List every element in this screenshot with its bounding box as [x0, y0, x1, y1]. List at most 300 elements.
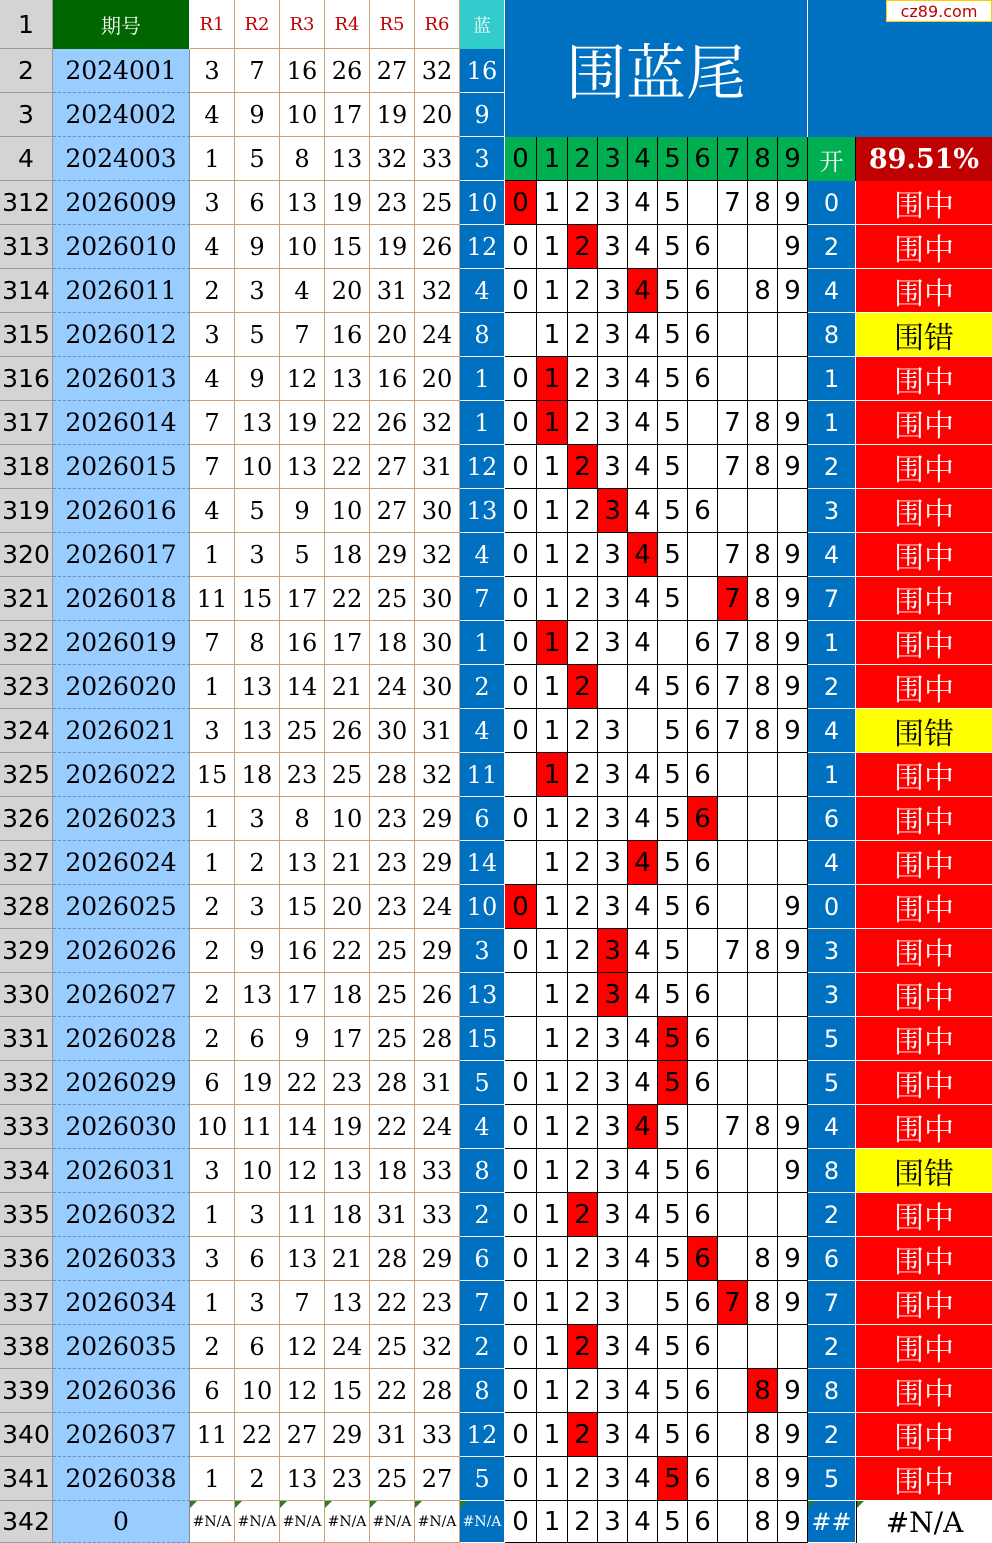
- digit-cell[interactable]: [718, 1149, 748, 1193]
- red-ball[interactable]: 29: [370, 533, 415, 577]
- digit-cell[interactable]: 2: [568, 885, 598, 929]
- digit-cell[interactable]: [778, 1193, 808, 1237]
- digit-cell[interactable]: 3: [598, 1017, 628, 1061]
- blue-ball[interactable]: 13: [460, 489, 505, 533]
- red-ball[interactable]: 10: [190, 1105, 235, 1149]
- row-header[interactable]: 327: [0, 841, 53, 885]
- digit-cell[interactable]: 3: [598, 1325, 628, 1369]
- red-ball-error[interactable]: #N/A: [370, 1501, 415, 1543]
- digit-cell[interactable]: 0: [505, 1413, 537, 1457]
- digit-cell[interactable]: 5: [658, 269, 688, 313]
- red-ball[interactable]: 32: [415, 269, 460, 313]
- digit-cell[interactable]: [688, 577, 718, 621]
- red-ball[interactable]: 16: [280, 929, 325, 973]
- digit-cell[interactable]: 1: [537, 1061, 568, 1105]
- red-ball[interactable]: 9: [280, 1017, 325, 1061]
- digit-cell[interactable]: 0: [505, 489, 537, 533]
- red-ball-column-header[interactable]: R4: [325, 0, 370, 49]
- result-hit[interactable]: 围中: [856, 1281, 992, 1325]
- red-ball[interactable]: 32: [415, 1325, 460, 1369]
- red-ball[interactable]: 5: [235, 313, 280, 357]
- blue-ball-error[interactable]: #N/A: [460, 1501, 505, 1543]
- red-ball[interactable]: 7: [190, 445, 235, 489]
- result-hit[interactable]: 围中: [856, 1105, 992, 1149]
- digit-cell[interactable]: 0: [505, 1193, 537, 1237]
- digit-cell[interactable]: [718, 313, 748, 357]
- blue-ball[interactable]: 7: [460, 577, 505, 621]
- red-ball[interactable]: 4: [190, 357, 235, 401]
- red-ball[interactable]: 22: [325, 929, 370, 973]
- row-header[interactable]: 326: [0, 797, 53, 841]
- digit-cell[interactable]: 3: [598, 313, 628, 357]
- digit-cell[interactable]: 3: [598, 1193, 628, 1237]
- digit-cell[interactable]: 3: [598, 357, 628, 401]
- red-ball[interactable]: 26: [370, 401, 415, 445]
- drawn-tail[interactable]: 0: [808, 885, 856, 929]
- digit-cell[interactable]: 0: [505, 1105, 537, 1149]
- red-ball[interactable]: 31: [370, 269, 415, 313]
- digit-cell[interactable]: 4: [628, 1061, 658, 1105]
- digit-cell[interactable]: 1: [537, 577, 568, 621]
- drawn-tail[interactable]: 1: [808, 621, 856, 665]
- issue-number[interactable]: 2026017: [53, 533, 190, 577]
- digit-cell-hit[interactable]: 5: [658, 1017, 688, 1061]
- result-hit[interactable]: 围中: [856, 357, 992, 401]
- blue-ball[interactable]: 12: [460, 1413, 505, 1457]
- result-hit[interactable]: 围中: [856, 753, 992, 797]
- digit-cell-hit[interactable]: 1: [537, 357, 568, 401]
- digit-cell[interactable]: 3: [598, 797, 628, 841]
- digit-cell-hit[interactable]: 2: [568, 445, 598, 489]
- red-ball[interactable]: 26: [415, 225, 460, 269]
- digit-cell[interactable]: 1: [537, 709, 568, 753]
- red-ball[interactable]: 4: [190, 93, 235, 137]
- red-ball[interactable]: 8: [280, 137, 325, 181]
- red-ball[interactable]: 20: [325, 269, 370, 313]
- red-ball[interactable]: 4: [190, 225, 235, 269]
- digit-cell[interactable]: 6: [688, 1325, 718, 1369]
- digit-cell[interactable]: 2: [568, 1237, 598, 1281]
- blue-ball[interactable]: 4: [460, 533, 505, 577]
- digit-cell[interactable]: 5: [658, 489, 688, 533]
- red-ball[interactable]: 33: [415, 137, 460, 181]
- issue-number[interactable]: 2026020: [53, 665, 190, 709]
- issue-number[interactable]: 2026026: [53, 929, 190, 973]
- drawn-tail[interactable]: 4: [808, 269, 856, 313]
- digit-cell[interactable]: 3: [598, 621, 628, 665]
- digit-cell[interactable]: 6: [688, 1413, 718, 1457]
- blue-ball[interactable]: 3: [460, 137, 505, 181]
- digit-cell[interactable]: 9: [778, 1105, 808, 1149]
- row-header[interactable]: 323: [0, 665, 53, 709]
- digit-cell[interactable]: 1: [537, 181, 568, 225]
- blue-ball[interactable]: 12: [460, 445, 505, 489]
- digit-cell[interactable]: 4: [628, 181, 658, 225]
- digit-cell[interactable]: 6: [688, 1061, 718, 1105]
- digit-cell[interactable]: 6: [688, 1149, 718, 1193]
- red-ball[interactable]: 27: [280, 1413, 325, 1457]
- digit-cell[interactable]: 5: [658, 973, 688, 1017]
- issue-number[interactable]: 2026009: [53, 181, 190, 225]
- drawn-tail[interactable]: 1: [808, 753, 856, 797]
- issue-number[interactable]: 2026021: [53, 709, 190, 753]
- digit-cell[interactable]: 0: [505, 1369, 537, 1413]
- digit-cell[interactable]: 8: [748, 533, 778, 577]
- digit-cell[interactable]: 5: [658, 1369, 688, 1413]
- red-ball[interactable]: 9: [235, 357, 280, 401]
- digit-cell[interactable]: 0: [505, 1237, 537, 1281]
- digit-cell[interactable]: 3: [598, 401, 628, 445]
- digit-column-header[interactable]: 1: [537, 137, 568, 181]
- digit-cell[interactable]: 8: [748, 621, 778, 665]
- result-hit[interactable]: 围中: [856, 577, 992, 621]
- digit-cell[interactable]: 9: [778, 1281, 808, 1325]
- blue-ball[interactable]: 10: [460, 181, 505, 225]
- digit-cell[interactable]: 4: [628, 357, 658, 401]
- issue-number[interactable]: 2024002: [53, 93, 190, 137]
- digit-cell[interactable]: 1: [537, 1413, 568, 1457]
- red-ball[interactable]: 6: [235, 1237, 280, 1281]
- row-header[interactable]: 342: [0, 1501, 53, 1543]
- digit-cell[interactable]: 3: [598, 1457, 628, 1501]
- red-ball[interactable]: 13: [325, 1149, 370, 1193]
- digit-cell[interactable]: 2: [568, 621, 598, 665]
- digit-cell[interactable]: 6: [688, 665, 718, 709]
- digit-cell[interactable]: 2: [568, 841, 598, 885]
- digit-cell[interactable]: 2: [568, 269, 598, 313]
- issue-number[interactable]: 2026037: [53, 1413, 190, 1457]
- issue-number[interactable]: 2026028: [53, 1017, 190, 1061]
- digit-cell[interactable]: [718, 1413, 748, 1457]
- digit-cell[interactable]: [718, 269, 748, 313]
- red-ball[interactable]: 3: [190, 181, 235, 225]
- digit-column-header[interactable]: 8: [748, 137, 778, 181]
- drawn-tail[interactable]: 2: [808, 225, 856, 269]
- red-ball[interactable]: 25: [280, 709, 325, 753]
- digit-cell[interactable]: 9: [778, 577, 808, 621]
- blue-ball[interactable]: 11: [460, 753, 505, 797]
- issue-number[interactable]: 2026013: [53, 357, 190, 401]
- drawn-tail[interactable]: 6: [808, 797, 856, 841]
- red-ball[interactable]: 32: [370, 137, 415, 181]
- blue-ball[interactable]: 8: [460, 313, 505, 357]
- red-ball[interactable]: 23: [325, 1457, 370, 1501]
- red-ball[interactable]: 19: [280, 401, 325, 445]
- red-ball[interactable]: 2: [235, 1457, 280, 1501]
- result-hit[interactable]: 围中: [856, 621, 992, 665]
- red-ball[interactable]: 13: [325, 1281, 370, 1325]
- red-ball[interactable]: 31: [370, 1413, 415, 1457]
- red-ball[interactable]: 22: [325, 401, 370, 445]
- red-ball[interactable]: 18: [325, 973, 370, 1017]
- digit-cell[interactable]: 7: [718, 665, 748, 709]
- red-ball[interactable]: 18: [235, 753, 280, 797]
- issue-number[interactable]: 2026015: [53, 445, 190, 489]
- digit-cell[interactable]: [718, 1369, 748, 1413]
- result-error[interactable]: #N/A: [856, 1501, 992, 1543]
- digit-column-header[interactable]: 2: [568, 137, 598, 181]
- digit-cell-hit[interactable]: 0: [505, 885, 537, 929]
- red-ball[interactable]: 9: [235, 93, 280, 137]
- digit-cell[interactable]: 4: [628, 885, 658, 929]
- digit-cell[interactable]: [778, 489, 808, 533]
- blue-ball[interactable]: 2: [460, 1193, 505, 1237]
- digit-cell[interactable]: 1: [537, 973, 568, 1017]
- red-ball[interactable]: 3: [190, 1149, 235, 1193]
- digit-cell[interactable]: 7: [718, 181, 748, 225]
- red-ball[interactable]: 31: [415, 709, 460, 753]
- digit-cell[interactable]: 0: [505, 621, 537, 665]
- blue-ball[interactable]: 2: [460, 665, 505, 709]
- row-header[interactable]: 1: [0, 0, 53, 49]
- digit-cell[interactable]: [748, 1193, 778, 1237]
- red-ball[interactable]: 22: [370, 1281, 415, 1325]
- digit-cell[interactable]: [718, 973, 748, 1017]
- digit-cell[interactable]: 0: [505, 797, 537, 841]
- digit-cell[interactable]: 3: [598, 1061, 628, 1105]
- digit-cell[interactable]: 6: [688, 1281, 718, 1325]
- digit-cell-hit[interactable]: 6: [688, 1237, 718, 1281]
- digit-cell[interactable]: 3: [598, 753, 628, 797]
- issue-number[interactable]: 2026033: [53, 1237, 190, 1281]
- red-ball[interactable]: 16: [280, 621, 325, 665]
- blue-ball[interactable]: 14: [460, 841, 505, 885]
- digit-cell[interactable]: 5: [658, 313, 688, 357]
- digit-cell[interactable]: 9: [778, 885, 808, 929]
- red-ball[interactable]: 17: [325, 1017, 370, 1061]
- red-ball[interactable]: 28: [370, 753, 415, 797]
- result-hit[interactable]: 围中: [856, 1017, 992, 1061]
- result-hit[interactable]: 围中: [856, 401, 992, 445]
- drawn-tail[interactable]: 5: [808, 1061, 856, 1105]
- digit-column-header[interactable]: 7: [718, 137, 748, 181]
- digit-cell[interactable]: [718, 885, 748, 929]
- red-ball-column-header[interactable]: R6: [415, 0, 460, 49]
- digit-cell[interactable]: 0: [505, 401, 537, 445]
- red-ball[interactable]: 16: [325, 313, 370, 357]
- digit-cell[interactable]: 3: [598, 841, 628, 885]
- digit-cell[interactable]: 1: [537, 1193, 568, 1237]
- digit-cell[interactable]: [718, 1193, 748, 1237]
- issue-number[interactable]: 2026023: [53, 797, 190, 841]
- digit-cell[interactable]: [748, 357, 778, 401]
- row-header[interactable]: 317: [0, 401, 53, 445]
- red-ball[interactable]: 23: [280, 753, 325, 797]
- digit-cell[interactable]: 1: [537, 533, 568, 577]
- red-ball[interactable]: 6: [235, 1325, 280, 1369]
- issue-number[interactable]: 2026038: [53, 1457, 190, 1501]
- red-ball[interactable]: 18: [370, 1149, 415, 1193]
- digit-cell[interactable]: [718, 841, 748, 885]
- issue-number[interactable]: 2026018: [53, 577, 190, 621]
- blue-ball[interactable]: 6: [460, 797, 505, 841]
- digit-cell[interactable]: 2: [568, 1105, 598, 1149]
- red-ball[interactable]: 28: [370, 1237, 415, 1281]
- result-hit[interactable]: 围中: [856, 1193, 992, 1237]
- digit-cell[interactable]: [718, 1457, 748, 1501]
- digit-cell[interactable]: 3: [598, 1413, 628, 1457]
- red-ball[interactable]: 28: [370, 1061, 415, 1105]
- red-ball[interactable]: 7: [280, 313, 325, 357]
- digit-cell[interactable]: 1: [537, 797, 568, 841]
- row-header[interactable]: 334: [0, 1149, 53, 1193]
- red-ball[interactable]: 13: [280, 841, 325, 885]
- row-header[interactable]: 321: [0, 577, 53, 621]
- digit-cell[interactable]: 2: [568, 1281, 598, 1325]
- drawn-tail[interactable]: 2: [808, 1193, 856, 1237]
- digit-cell[interactable]: 4: [628, 1193, 658, 1237]
- digit-cell-hit[interactable]: 2: [568, 1193, 598, 1237]
- red-ball[interactable]: 5: [235, 489, 280, 533]
- red-ball[interactable]: 30: [415, 621, 460, 665]
- digit-cell[interactable]: 1: [537, 665, 568, 709]
- digit-cell[interactable]: [688, 445, 718, 489]
- blue-ball[interactable]: 1: [460, 621, 505, 665]
- digit-cell[interactable]: 4: [628, 313, 658, 357]
- red-ball[interactable]: 20: [325, 885, 370, 929]
- row-header[interactable]: 3: [0, 93, 53, 137]
- digit-cell[interactable]: 0: [505, 1061, 537, 1105]
- red-ball[interactable]: 13: [235, 401, 280, 445]
- result-hit[interactable]: 围中: [856, 885, 992, 929]
- digit-cell[interactable]: [718, 1017, 748, 1061]
- issue-number[interactable]: 2026012: [53, 313, 190, 357]
- row-header[interactable]: 338: [0, 1325, 53, 1369]
- red-ball[interactable]: 21: [325, 1237, 370, 1281]
- digit-cell[interactable]: 5: [658, 665, 688, 709]
- row-header[interactable]: 320: [0, 533, 53, 577]
- digit-cell[interactable]: [778, 357, 808, 401]
- red-ball[interactable]: 31: [415, 1061, 460, 1105]
- red-ball[interactable]: 25: [370, 929, 415, 973]
- red-ball[interactable]: 3: [235, 797, 280, 841]
- red-ball[interactable]: 11: [190, 1413, 235, 1457]
- red-ball[interactable]: 13: [235, 665, 280, 709]
- red-ball[interactable]: 28: [415, 1017, 460, 1061]
- digit-cell[interactable]: 5: [658, 1501, 688, 1543]
- digit-cell[interactable]: 8: [748, 269, 778, 313]
- digit-cell[interactable]: 0: [505, 1281, 537, 1325]
- row-header[interactable]: 336: [0, 1237, 53, 1281]
- digit-cell[interactable]: 9: [778, 1413, 808, 1457]
- red-ball[interactable]: 29: [415, 841, 460, 885]
- digit-cell[interactable]: 9: [778, 445, 808, 489]
- drawn-tail[interactable]: 2: [808, 445, 856, 489]
- digit-cell[interactable]: 8: [748, 1501, 778, 1543]
- digit-cell-hit[interactable]: 4: [628, 1105, 658, 1149]
- red-ball[interactable]: 29: [415, 929, 460, 973]
- red-ball[interactable]: 26: [325, 49, 370, 93]
- digit-cell[interactable]: 4: [628, 753, 658, 797]
- drawn-tail[interactable]: 4: [808, 841, 856, 885]
- digit-cell[interactable]: 6: [688, 709, 718, 753]
- digit-cell[interactable]: 1: [537, 1501, 568, 1543]
- digit-cell[interactable]: 0: [505, 709, 537, 753]
- result-hit[interactable]: 围中: [856, 269, 992, 313]
- red-ball[interactable]: 9: [280, 489, 325, 533]
- digit-cell[interactable]: 5: [658, 181, 688, 225]
- issue-number[interactable]: 2026010: [53, 225, 190, 269]
- row-header[interactable]: 335: [0, 1193, 53, 1237]
- digit-cell[interactable]: 2: [568, 313, 598, 357]
- drawn-tail[interactable]: 4: [808, 1105, 856, 1149]
- red-ball[interactable]: 17: [325, 93, 370, 137]
- digit-cell[interactable]: [718, 357, 748, 401]
- row-header[interactable]: 339: [0, 1369, 53, 1413]
- result-hit[interactable]: 围中: [856, 533, 992, 577]
- digit-cell[interactable]: 1: [537, 1457, 568, 1501]
- blue-ball[interactable]: 2: [460, 1325, 505, 1369]
- blue-ball-column-header[interactable]: 蓝: [460, 0, 505, 49]
- red-ball[interactable]: 22: [370, 1369, 415, 1413]
- digit-cell[interactable]: 1: [537, 1369, 568, 1413]
- digit-cell[interactable]: 7: [718, 929, 748, 973]
- digit-cell[interactable]: [748, 313, 778, 357]
- blue-ball[interactable]: 5: [460, 1457, 505, 1501]
- red-ball[interactable]: 19: [325, 181, 370, 225]
- red-ball-error[interactable]: #N/A: [325, 1501, 370, 1543]
- drawn-tail[interactable]: 4: [808, 533, 856, 577]
- digit-cell[interactable]: 2: [568, 797, 598, 841]
- digit-cell[interactable]: [628, 709, 658, 753]
- digit-cell[interactable]: 8: [748, 1413, 778, 1457]
- red-ball[interactable]: 24: [415, 313, 460, 357]
- digit-cell[interactable]: 0: [505, 445, 537, 489]
- red-ball[interactable]: 21: [325, 665, 370, 709]
- drawn-tail[interactable]: 2: [808, 665, 856, 709]
- red-ball[interactable]: 24: [325, 1325, 370, 1369]
- red-ball[interactable]: 19: [370, 225, 415, 269]
- digit-cell[interactable]: 4: [628, 1017, 658, 1061]
- digit-cell[interactable]: 5: [658, 401, 688, 445]
- digit-cell-hit[interactable]: 2: [568, 225, 598, 269]
- red-ball[interactable]: 13: [325, 137, 370, 181]
- blue-ball[interactable]: 4: [460, 709, 505, 753]
- digit-cell[interactable]: 9: [778, 1457, 808, 1501]
- digit-cell[interactable]: 7: [718, 709, 748, 753]
- digit-cell[interactable]: 2: [568, 1501, 598, 1543]
- issue-number[interactable]: 2026019: [53, 621, 190, 665]
- digit-cell[interactable]: [628, 1281, 658, 1325]
- digit-cell[interactable]: 0: [505, 929, 537, 973]
- red-ball[interactable]: 19: [370, 93, 415, 137]
- red-ball[interactable]: 11: [235, 1105, 280, 1149]
- digit-cell[interactable]: 3: [598, 1237, 628, 1281]
- digit-cell[interactable]: 1: [537, 1105, 568, 1149]
- digit-cell[interactable]: [778, 753, 808, 797]
- red-ball[interactable]: 23: [370, 885, 415, 929]
- digit-cell[interactable]: 2: [568, 577, 598, 621]
- digit-cell[interactable]: [748, 489, 778, 533]
- red-ball[interactable]: 3: [190, 1237, 235, 1281]
- blue-ball[interactable]: 3: [460, 929, 505, 973]
- digit-cell[interactable]: 2: [568, 709, 598, 753]
- digit-cell[interactable]: [748, 1149, 778, 1193]
- digit-cell[interactable]: 4: [628, 929, 658, 973]
- digit-cell-hit[interactable]: 7: [718, 577, 748, 621]
- digit-cell[interactable]: 8: [748, 929, 778, 973]
- drawn-tail-column-header[interactable]: 开: [808, 137, 856, 181]
- digit-cell[interactable]: 6: [688, 841, 718, 885]
- digit-cell[interactable]: 5: [658, 445, 688, 489]
- red-ball[interactable]: 6: [190, 1369, 235, 1413]
- drawn-tail[interactable]: 8: [808, 1369, 856, 1413]
- digit-cell[interactable]: 3: [598, 577, 628, 621]
- drawn-tail[interactable]: 8: [808, 313, 856, 357]
- digit-cell[interactable]: 3: [598, 1105, 628, 1149]
- digit-cell[interactable]: 9: [778, 1369, 808, 1413]
- red-ball[interactable]: 16: [280, 49, 325, 93]
